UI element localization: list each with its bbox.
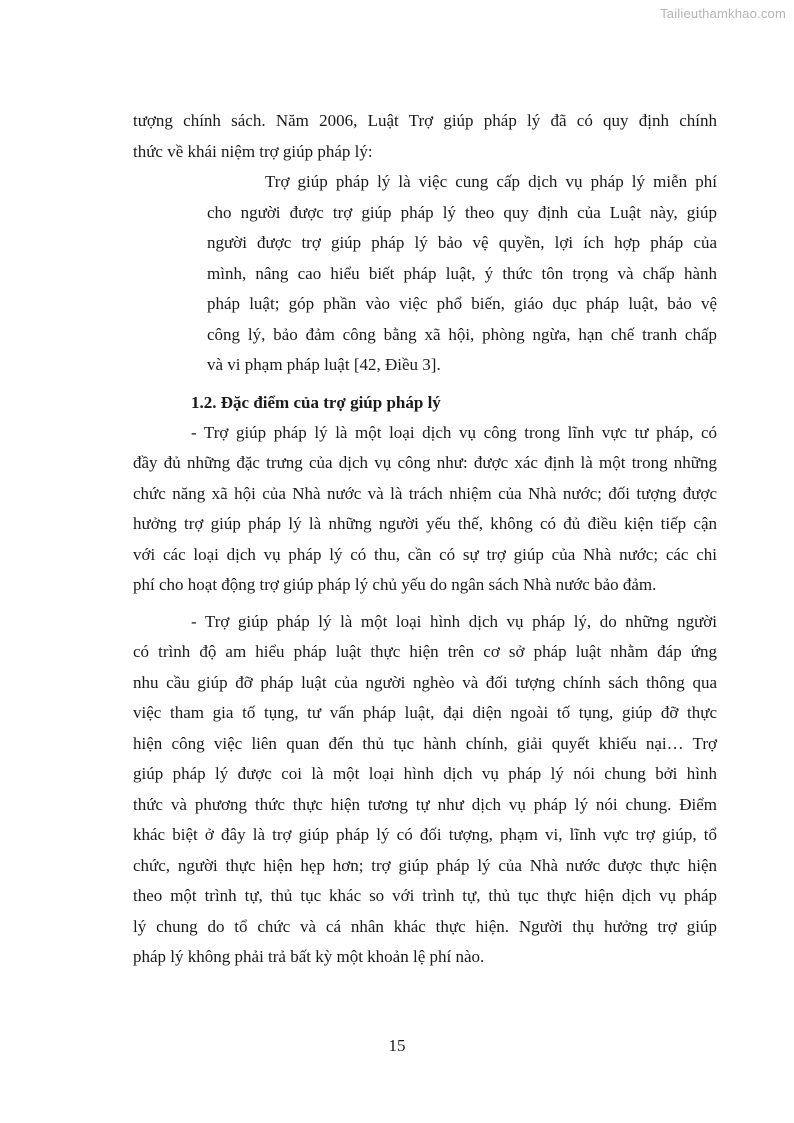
section-heading: 1.2. Đặc điểm của trợ giúp pháp lý bbox=[191, 392, 441, 412]
text-line: cho người được trợ giúp pháp lý theo quy định của Luật này, giúp bbox=[207, 202, 717, 222]
legal-definition-quote bbox=[207, 167, 717, 381]
text-line: phí cho hoạt động trợ giúp pháp lý chủ yếu do ngân sách Nhà nước bảo đảm. bbox=[133, 575, 657, 594]
text-line: hiện công việc liên quan đến thủ tục hành chính, giải quyết khiếu nại… Trợ bbox=[133, 733, 717, 753]
body-paragraph-2 bbox=[133, 607, 717, 973]
text-line: pháp luật; góp phần vào việc phổ biến, giáo dục pháp luật, bảo vệ bbox=[207, 294, 717, 313]
text-line: khác biệt ở đây là trợ giúp pháp lý có đối tượng, phạm vi, lĩnh vực trợ giúp, tổ bbox=[133, 825, 717, 844]
text-line: đầy đủ những đặc trưng của dịch vụ công như: được xác định là một trong những bbox=[133, 453, 717, 472]
text-line: có trình độ am hiểu pháp luật thực hiện trên cơ sở pháp luật nhằm đáp ứng bbox=[133, 642, 717, 661]
text-line: người được trợ giúp pháp lý bảo vệ quyền, lợi ích hợp pháp của bbox=[207, 233, 717, 252]
watermark-text: Tailieuthamkhao.com bbox=[660, 6, 786, 21]
text-line: tượng chính sách. Năm 2006, Luật Trợ giúp pháp lý đã có quy định chính bbox=[133, 111, 717, 130]
text-line: với các loại dịch vụ pháp lý có thu, cần có sự trợ giúp của Nhà nước; các chi bbox=[133, 544, 717, 564]
text-line: chức, người thực hiện hẹp hơn; trợ giúp pháp lý của Nhà nước được thực hiện bbox=[133, 855, 717, 875]
intro-paragraph bbox=[133, 106, 717, 167]
page-number: 15 bbox=[388, 1036, 406, 1055]
text-line: lý chung do tổ chức và cá nhân khác thực hiện. Người thụ hưởng trợ giúp bbox=[133, 916, 717, 936]
text-line: thức về khái niệm trợ giúp pháp lý: bbox=[133, 141, 373, 161]
text-line: thức và phương thức thực hiện tương tự như dịch vụ pháp lý nói chung. Điểm bbox=[133, 794, 717, 814]
text-line: mình, nâng cao hiểu biết pháp luật, ý thức tôn trọng và chấp hành bbox=[207, 263, 717, 283]
text-line: chức năng xã hội của Nhà nước và là trách nhiệm của Nhà nước; đối tượng được bbox=[133, 483, 717, 503]
text-line: nhu cầu giúp đỡ pháp luật của người nghèo và đối tượng chính sách thông qua bbox=[133, 672, 717, 692]
text-line: giúp pháp lý được coi là một loại hình dịch vụ pháp lý nói chung bởi hình bbox=[133, 764, 717, 783]
text-line: Trợ giúp pháp lý là việc cung cấp dịch vụ pháp lý miễn phí bbox=[265, 172, 717, 191]
body-paragraph-1 bbox=[133, 418, 717, 601]
page-body bbox=[133, 106, 717, 973]
text-line: việc tham gia tố tụng, tư vấn pháp luật, đại diện ngoài tố tụng, giúp đỡ thực bbox=[133, 703, 717, 722]
text-line: - Trợ giúp pháp lý là một loại dịch vụ công trong lĩnh vực tư pháp, có bbox=[191, 422, 717, 442]
text-line: theo một trình tự, thủ tục khác so với trình tự, thủ tục thực hiện dịch vụ pháp bbox=[133, 886, 717, 905]
text-line: - Trợ giúp pháp lý là một loại hình dịch vụ pháp lý, do những người bbox=[191, 611, 717, 631]
text-line: công lý, bảo đảm công bằng xã hội, phòng ngừa, hạn chế tranh chấp bbox=[207, 324, 717, 344]
text-line: hưởng trợ giúp pháp lý là những người yếu thế, không có đủ điều kiện tiếp cận bbox=[133, 514, 717, 533]
text-line: pháp lý không phải trả bất kỳ một khoản lệ phí nào. bbox=[133, 947, 485, 966]
text-line: và vi phạm pháp luật [42, Điều 3]. bbox=[207, 355, 441, 374]
